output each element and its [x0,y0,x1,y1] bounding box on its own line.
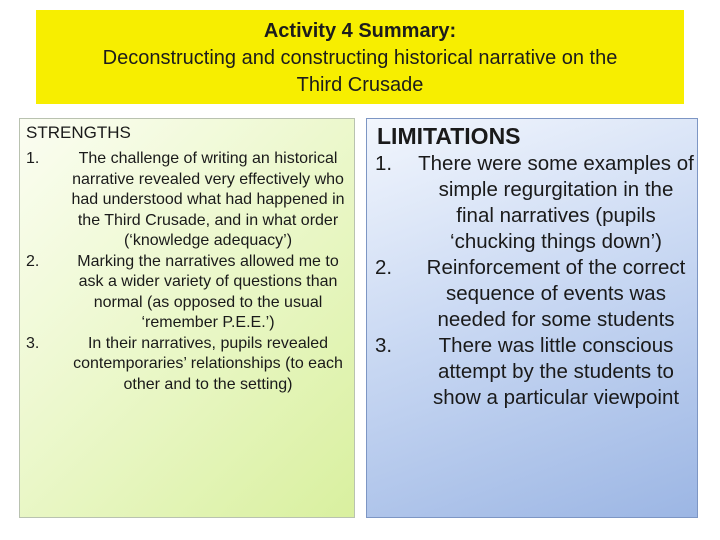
strengths-list-item [26,334,350,396]
strengths-list-item [26,252,350,334]
strengths-list [26,149,350,395]
limitations-list-item [375,333,695,411]
title-subtitle-line-1: Deconstructing and constructing historical narrative on the [102,47,618,69]
list-text: Marking the narratives allowed me to ask a wider variety of questions than normal (as opposed to the usual ‘remember P.E.E.’) [77,252,339,331]
list-number: 1. [26,150,40,167]
strengths-list-item [26,149,350,252]
limitations-heading: LIMITATIONS [377,123,521,149]
title-heading: Activity 4 Summary: [263,20,457,42]
list-number: 2. [26,252,40,270]
list-number: 2. [375,256,393,279]
limitations-list-item [375,151,695,255]
list-text: Reinforcement of the correct sequence of events was needed for some students [426,256,686,331]
limitations-panel [366,118,698,518]
limitations-list-item [375,255,695,333]
strengths-panel [19,118,355,518]
title-banner [36,10,684,104]
title-subtitle-line-2: Third Crusade [296,74,424,96]
list-text: The challenge of writing an historical narrative revealed very effectively who had understood what had happened in the Third Crusade, and in what order (‘knowledge adequacy’) [71,150,345,249]
list-number: 3. [375,334,393,357]
list-number: 3. [26,334,40,352]
list-text: There were some examples of simple regurgitation in the final narratives (pupils ‘chucking things down’) [418,152,694,253]
limitations-list [375,151,695,411]
list-text: In their narratives, pupils revealed contemporaries’ relationships (to each other and to the setting) [73,334,343,393]
list-number: 1. [375,152,393,175]
strengths-heading: STRENGTHS [26,123,131,142]
list-text: There was little conscious attempt by the students to show a particular viewpoint [432,334,680,409]
